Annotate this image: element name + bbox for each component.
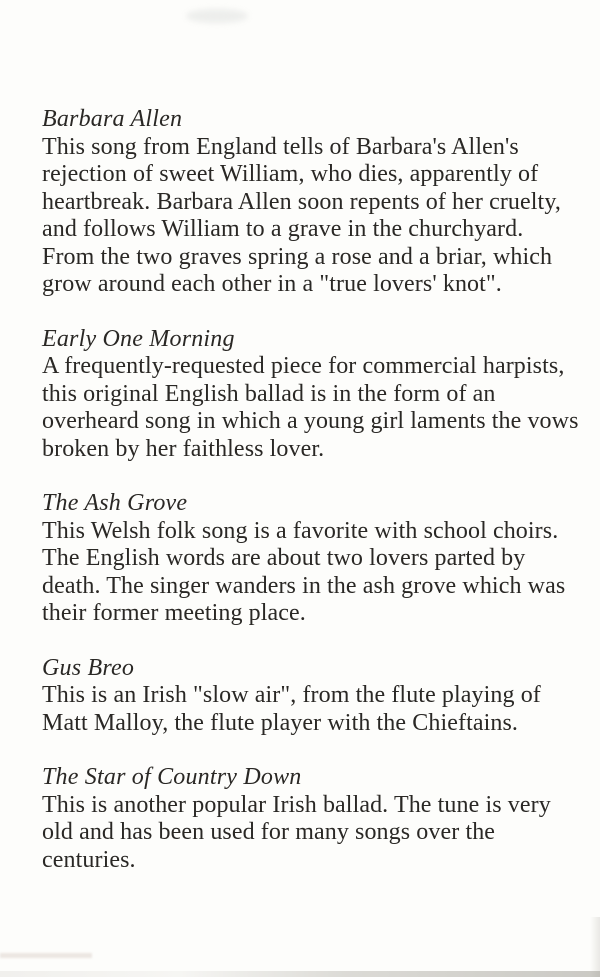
song-description: A frequently-requested piece for commercial harpists, this original English ballad is in the form of an overheard song in which a young girl laments the vows broken by her faithless lover.	[42, 353, 579, 462]
song-section	[42, 106, 579, 299]
song-description: This song from England tells of Barbara's Allen's rejection of sweet William, who dies, apparently of heartbreak. Barbara Allen soon repents of her cruelty, and follows William to a grave in the churchyard. From the two graves spring a rose and a briar, which grow around each other in a "true lovers' knot".	[42, 133, 561, 297]
song-description: This is an Irish "slow air", from the flute playing of Matt Malloy, the flute player with the Chieftains.	[42, 682, 541, 736]
scan-edge-artifact	[590, 917, 600, 977]
song-title: The Star of Country Down	[42, 764, 302, 790]
song-title: Gus Breo	[42, 654, 135, 681]
song-title: The Ash Grove	[42, 490, 188, 516]
song-section	[42, 326, 579, 464]
scan-smudge-artifact	[0, 953, 92, 958]
song-description: This is another popular Irish ballad. The tune is very old and has been used for many songs over the centuries.	[42, 791, 551, 873]
song-title: Barbara Allen	[42, 106, 183, 132]
song-section	[42, 764, 579, 874]
song-description: This Welsh folk song is a favorite with school choirs. The English words are about two lovers parted by death. The singer wanders in the ash grove which was their former meeting place.	[42, 517, 566, 626]
scan-smudge-artifact	[186, 9, 248, 23]
song-section	[42, 490, 579, 628]
song-notes-list	[42, 106, 579, 901]
song-title: Early One Morning	[42, 325, 235, 352]
scan-edge-artifact	[0, 971, 600, 977]
song-section	[42, 655, 579, 738]
